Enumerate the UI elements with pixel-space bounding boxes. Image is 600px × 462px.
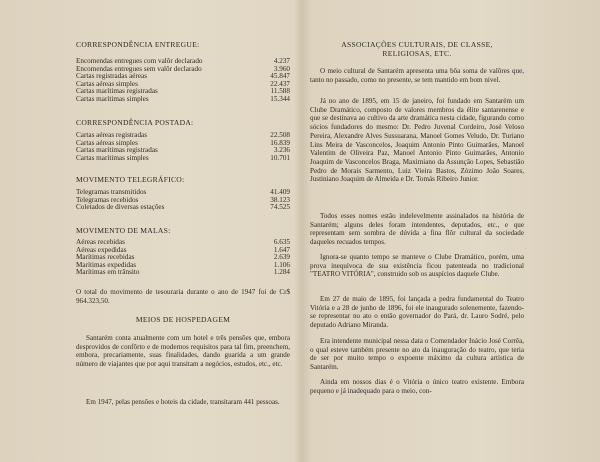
- stat-row: [76, 203, 290, 212]
- associacoes-paragraph-7: Ainda em nossos dias é o Vitória o único teatro existente. Embora pequeno e já inadequado para o meio, con-: [310, 378, 524, 395]
- associacoes-paragraph-5: Em 27 de maio de 1895, foi lançada a pedra fundamental do Teatro Vitória e a 28 de junho de 1896, foi ele inaugurado solenemente, fazendo-se representar no ato o então governador do Pará, dr. Lauro Sodré, pelo deputado Adriano Miranda.: [310, 295, 524, 330]
- stat-label: Cartas marítimas registradas: [76, 146, 158, 155]
- associacoes-paragraph-6: Era intendente municipal nessa data o Comendador Inácio José Corrêa, o qual esteve também presente no ato da inauguração do teatro, que teria de ser por muito tempo o expoente máximo da cultura artística de Santarém.: [310, 337, 524, 372]
- stat-row: [76, 95, 290, 104]
- tesouraria-paragraph: O total do movimento de tesouraria durante o ano de 1947 foi de Cr$ 964.323,50.: [76, 288, 290, 305]
- stat-label: Aéreas expedidas: [76, 245, 127, 254]
- stat-label: Marítimas em trânsito: [76, 268, 140, 277]
- stat-value: 11.588: [270, 87, 290, 96]
- stat-label: Cartas registradas aéreas: [76, 72, 148, 81]
- stat-value: 22.437: [270, 79, 290, 88]
- section-title-correspondencia-postada: CORRESPONDÊNCIA POSTADA:: [76, 118, 194, 127]
- stat-label: Cartas marítimas simples: [76, 153, 149, 162]
- section-title-correspondencia-entregue: CORRESPONDÊNCIA ENTREGUE:: [76, 40, 200, 49]
- associacoes-paragraph-4: Ignora-se quanto tempo se manteve o Clube Dramático, porém, uma prova inequívoca de sua existência ficou patenteada no tradicional "TEATRO VITÓRIA", construido sob os auspícios daquele Clube.: [310, 253, 524, 279]
- stat-label: Marítimas recebidas: [76, 253, 135, 262]
- stat-value: 1.106: [273, 260, 290, 269]
- hospedagem-paragraph-1: Santarém conta atualmente com um hotel e três pensões que, embora desprovidos de confôrto e de modernos requisitos para tal fim, preenchem, embora, precariamente, suas finalidades, dando guarida a um grande número de viajantes que por aqui transitam a negócios, estudos, etc., etc.: [76, 334, 290, 369]
- stat-value: 22.508: [270, 131, 290, 139]
- stat-value: 3.236: [273, 146, 290, 155]
- stat-label: Cartas marítimas registradas: [76, 87, 158, 96]
- hospedagem-paragraph-2: Em 1947, pelas pensões e hoteis da cidade, transitaram 441 pessoas.: [86, 398, 280, 406]
- stat-label: Encomendas entregues com valôr declarado: [76, 57, 203, 65]
- stat-label: Encomendas entregues sem valôr declarado: [76, 64, 202, 73]
- associacoes-paragraph-2: Já no ano de 1895, em 15 de janeiro, foi fundado em Santarém um Clube Dramático, composto de valores membros da élite santarenense e que se destinava ao cultivo da arte dramática nesta cidade, figurando como sócios fundadores do mesmo: Dr. Pedro Juvenal Cordeiro, José Veloso Pereira, Alexandre Alves Sussuarana, Manoel Gomes Veludo, Dr. Turiano Lins Meira de Vasconcelos, Joaquim Antonio Pinto Guimarães, Manoel Valentim de Oliveira Paz, Manoel Antonio Pinto Guimarães, Antonio Joaquim de Vasconcelos Braga, Maximiano da Assunção Lopes, Sebastião Pedro de Morais Sarmento, Luiz Vieira Bastos, Zózimo João Soares, Justiniano Joaquim de Almeida e Dr. Tomás Ribeiro Junior.: [310, 97, 524, 184]
- stat-value: 10.701: [270, 153, 290, 162]
- stat-value: 74.525: [270, 203, 290, 212]
- associacoes-paragraph-3: Todos esses nomes estão indelevelmente assinalados na história de Santarém; alguns deles foram intendentes, deputados, etc., e que representam sem sombra de dúvida a fina flôr cultural da sociedade daqueles recuados tempos.: [310, 212, 524, 247]
- stat-label: Cartas aéreas registradas: [76, 131, 148, 139]
- stat-value: 3.960: [273, 64, 290, 73]
- stat-value: 38.123: [270, 195, 290, 204]
- section-title-movimento-telegrafico: MOVIMENTO TELEGRÁFICO:: [76, 175, 185, 184]
- stat-value: 1.647: [273, 245, 290, 254]
- associacoes-paragraph-1: O meio cultural de Santarém apresenta uma bôa soma de valôres que, tanto no passado, como no presente, se tem mantido em bom nivel.: [310, 67, 524, 84]
- associacoes-title-line-1: ASSOCIAÇÕES CULTURAIS, DE CLASSE,: [341, 40, 493, 49]
- stat-value: 41.409: [270, 188, 290, 196]
- section-title-hospedagem: MEIOS DE HOSPEDAGEM: [135, 315, 231, 324]
- stat-label: Aéreas recebidas: [76, 238, 125, 246]
- stat-value: 6.635: [273, 238, 290, 246]
- stat-value: 16.839: [270, 138, 290, 147]
- associacoes-title-line-2: RELIGIOSAS, ETC.: [382, 49, 452, 58]
- stat-value: 45.847: [270, 72, 290, 81]
- stat-label: Coletados de diversas estações: [76, 203, 165, 212]
- stat-value: 1.284: [273, 268, 290, 277]
- stat-label: Marítimas expedidas: [76, 260, 137, 269]
- stat-row: [76, 154, 290, 163]
- stat-label: Cartas aéreas simples: [76, 79, 138, 88]
- stat-value: 2.639: [273, 253, 290, 262]
- stat-label: Telegramas recebidos: [76, 195, 139, 204]
- stat-label: Cartas aéreas simples: [76, 138, 138, 147]
- stat-label: Cartas marítimas simples: [76, 95, 149, 103]
- section-title-movimento-malas: MOVIMENTO DE MALAS:: [76, 226, 171, 235]
- stat-row: [76, 268, 290, 277]
- stat-value: 4.237: [273, 57, 290, 65]
- stat-label: Telegramas transmitidos: [76, 188, 147, 196]
- stat-value: 15.344: [270, 95, 290, 103]
